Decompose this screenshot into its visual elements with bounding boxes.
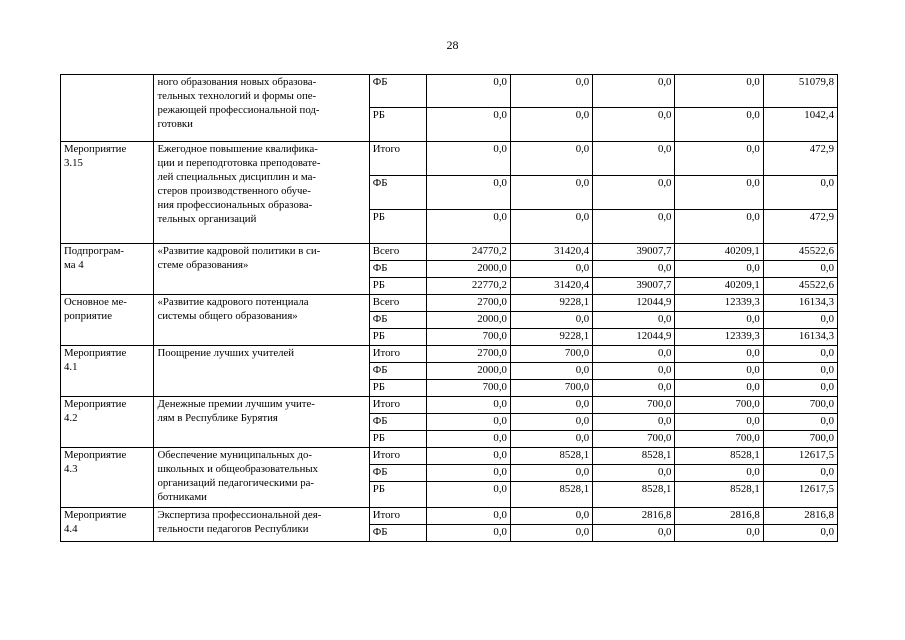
amount-cell: 0,0 xyxy=(593,380,675,397)
amount-cell: 0,0 xyxy=(763,465,837,482)
amount-cell: 0,0 xyxy=(426,397,510,414)
amount-cell: 700,0 xyxy=(593,431,675,448)
measure-name-cell xyxy=(61,346,154,397)
amount-cell: 12339,3 xyxy=(675,295,763,312)
measure-description-line: Денежные премии лучшим учите- xyxy=(157,398,315,410)
amount-cell: 12044,9 xyxy=(593,329,675,346)
amount-cell: 0,0 xyxy=(675,414,763,431)
amount-cell: 51079,8 xyxy=(763,75,837,108)
amount-cell: 0,0 xyxy=(763,363,837,380)
funding-source-cell: ФБ xyxy=(369,414,426,431)
amount-cell: 0,0 xyxy=(510,312,592,329)
amount-cell: 0,0 xyxy=(593,108,675,142)
amount-cell: 0,0 xyxy=(510,142,592,176)
amount-cell: 40209,1 xyxy=(675,278,763,295)
funding-source-cell: РБ xyxy=(369,482,426,508)
amount-cell: 0,0 xyxy=(510,363,592,380)
amount-cell: 0,0 xyxy=(593,346,675,363)
measure-description-line: Ежегодное повышение квалифика- xyxy=(157,143,318,155)
measure-description-line: тельных технологий и формы опе- xyxy=(157,90,317,102)
funding-source-cell: РБ xyxy=(369,329,426,346)
table-row xyxy=(61,244,838,261)
amount-cell: 472,9 xyxy=(763,210,837,244)
amount-cell: 0,0 xyxy=(593,465,675,482)
table-row xyxy=(61,448,838,465)
table-row xyxy=(61,397,838,414)
measure-name-line: Мероприятие xyxy=(64,449,127,461)
measure-description-cell xyxy=(154,75,369,142)
funding-source-cell: РБ xyxy=(369,431,426,448)
measure-name-line: Мероприятие xyxy=(64,347,127,359)
amount-cell: 12617,5 xyxy=(763,482,837,508)
amount-cell: 0,0 xyxy=(510,261,592,278)
amount-cell: 0,0 xyxy=(510,465,592,482)
measure-description-line: школьных и общеобразовательных xyxy=(157,463,319,475)
amount-cell: 2816,8 xyxy=(763,508,837,525)
amount-cell: 0,0 xyxy=(593,525,675,542)
measure-description-cell xyxy=(154,448,369,508)
amount-cell: 0,0 xyxy=(763,414,837,431)
amount-cell: 45522,6 xyxy=(763,244,837,261)
measure-name-cell xyxy=(61,75,154,142)
amount-cell: 0,0 xyxy=(510,176,592,210)
amount-cell: 0,0 xyxy=(593,363,675,380)
funding-source-cell: ФБ xyxy=(369,75,426,108)
measure-description-cell xyxy=(154,508,369,542)
amount-cell: 0,0 xyxy=(763,525,837,542)
page-number: 28 xyxy=(446,38,459,52)
amount-cell: 0,0 xyxy=(426,75,510,108)
measure-description-line: ции и переподготовка преподовате- xyxy=(157,157,321,169)
funding-source-cell: ФБ xyxy=(369,261,426,278)
amount-cell: 700,0 xyxy=(426,329,510,346)
budget-table xyxy=(60,74,838,542)
amount-cell: 0,0 xyxy=(426,210,510,244)
measure-description-line: режающей профессиональной под- xyxy=(157,104,320,116)
measure-description-cell xyxy=(154,142,369,244)
amount-cell: 0,0 xyxy=(510,431,592,448)
measure-description-line: лей специальных дисциплин и ма- xyxy=(157,171,317,183)
funding-source-cell: РБ xyxy=(369,108,426,142)
amount-cell: 0,0 xyxy=(593,261,675,278)
amount-cell: 0,0 xyxy=(426,108,510,142)
amount-cell: 0,0 xyxy=(675,525,763,542)
amount-cell: 8528,1 xyxy=(510,482,592,508)
measure-description-line: ного образования новых образова- xyxy=(157,76,317,88)
funding-source-cell: ФБ xyxy=(369,525,426,542)
funding-source-cell: ФБ xyxy=(369,312,426,329)
amount-cell: 700,0 xyxy=(510,380,592,397)
measure-description-cell xyxy=(154,295,369,346)
amount-cell: 0,0 xyxy=(675,142,763,176)
amount-cell: 0,0 xyxy=(510,397,592,414)
amount-cell: 8528,1 xyxy=(675,448,763,465)
table-row xyxy=(61,142,838,176)
amount-cell: 2816,8 xyxy=(675,508,763,525)
measure-description-line: Поощрение лучших учителей xyxy=(157,347,295,359)
amount-cell: 8528,1 xyxy=(675,482,763,508)
amount-cell: 1042,4 xyxy=(763,108,837,142)
amount-cell: 0,0 xyxy=(510,210,592,244)
amount-cell: 0,0 xyxy=(510,508,592,525)
amount-cell: 0,0 xyxy=(510,108,592,142)
amount-cell: 0,0 xyxy=(510,525,592,542)
funding-source-cell: Всего xyxy=(369,244,426,261)
measure-description-line: стеров производственного обуче- xyxy=(157,185,311,197)
funding-source-cell: Итого xyxy=(369,142,426,176)
amount-cell: 0,0 xyxy=(426,465,510,482)
table-row xyxy=(61,346,838,363)
measure-description-line: тельных организаций xyxy=(157,213,257,225)
amount-cell: 24770,2 xyxy=(426,244,510,261)
amount-cell: 0,0 xyxy=(593,210,675,244)
funding-source-cell: РБ xyxy=(369,278,426,295)
measure-name-line: роприятие xyxy=(64,310,113,322)
amount-cell: 16134,3 xyxy=(763,329,837,346)
amount-cell: 2000,0 xyxy=(426,363,510,380)
amount-cell: 0,0 xyxy=(675,465,763,482)
measure-name-cell xyxy=(61,295,154,346)
amount-cell: 2000,0 xyxy=(426,261,510,278)
measure-description-cell xyxy=(154,346,369,397)
measure-description-line: ния профессиональных образова- xyxy=(157,199,313,211)
amount-cell: 700,0 xyxy=(510,346,592,363)
measure-name-line: Основное ме- xyxy=(64,296,127,308)
amount-cell: 700,0 xyxy=(763,397,837,414)
amount-cell: 0,0 xyxy=(426,482,510,508)
measure-description-line: Экспертиза профессиональной дея- xyxy=(157,509,322,521)
amount-cell: 22770,2 xyxy=(426,278,510,295)
amount-cell: 16134,3 xyxy=(763,295,837,312)
amount-cell: 0,0 xyxy=(763,312,837,329)
amount-cell: 0,0 xyxy=(675,346,763,363)
amount-cell: 0,0 xyxy=(763,261,837,278)
measure-name-line: 4.2 xyxy=(64,412,78,424)
measure-description-line: ботниками xyxy=(157,491,207,503)
measure-name-line: ма 4 xyxy=(64,259,84,271)
measure-description-line: системы общего образования» xyxy=(157,310,298,322)
amount-cell: 0,0 xyxy=(510,75,592,108)
amount-cell: 9228,1 xyxy=(510,295,592,312)
measure-name-line: Мероприятие xyxy=(64,143,127,155)
table-row xyxy=(61,508,838,525)
amount-cell: 0,0 xyxy=(675,108,763,142)
amount-cell: 0,0 xyxy=(763,346,837,363)
amount-cell: 0,0 xyxy=(593,75,675,108)
amount-cell: 0,0 xyxy=(426,525,510,542)
measure-description-line: готовки xyxy=(157,118,193,130)
amount-cell: 0,0 xyxy=(593,312,675,329)
measure-name-cell xyxy=(61,142,154,244)
amount-cell: 8528,1 xyxy=(593,482,675,508)
amount-cell: 472,9 xyxy=(763,142,837,176)
funding-source-cell: ФБ xyxy=(369,363,426,380)
measure-name-cell xyxy=(61,448,154,508)
amount-cell: 0,0 xyxy=(593,414,675,431)
measure-name-cell xyxy=(61,397,154,448)
amount-cell: 40209,1 xyxy=(675,244,763,261)
amount-cell: 0,0 xyxy=(763,176,837,210)
measure-name-cell xyxy=(61,244,154,295)
amount-cell: 0,0 xyxy=(426,414,510,431)
measure-description-cell xyxy=(154,244,369,295)
amount-cell: 2000,0 xyxy=(426,312,510,329)
amount-cell: 0,0 xyxy=(426,508,510,525)
amount-cell: 39007,7 xyxy=(593,244,675,261)
measure-description-line: тельности педагогов Республики xyxy=(157,523,309,535)
funding-source-cell: Итого xyxy=(369,448,426,465)
amount-cell: 700,0 xyxy=(675,431,763,448)
measure-description-line: организаций педагогическими ра- xyxy=(157,477,314,489)
measure-name-line: 3.15 xyxy=(64,157,83,169)
amount-cell: 0,0 xyxy=(675,210,763,244)
amount-cell: 700,0 xyxy=(426,380,510,397)
measure-description-line: «Развитие кадрового потенциала xyxy=(157,296,309,308)
measure-description-cell xyxy=(154,397,369,448)
amount-cell: 0,0 xyxy=(675,363,763,380)
amount-cell: 0,0 xyxy=(426,431,510,448)
table-body xyxy=(61,75,838,542)
measure-name-line: 4.4 xyxy=(64,523,78,535)
amount-cell: 2816,8 xyxy=(593,508,675,525)
amount-cell: 39007,7 xyxy=(593,278,675,295)
amount-cell: 0,0 xyxy=(675,380,763,397)
amount-cell: 31420,4 xyxy=(510,244,592,261)
funding-source-cell: ФБ xyxy=(369,465,426,482)
measure-name-line: Мероприятие xyxy=(64,509,127,521)
amount-cell: 0,0 xyxy=(426,176,510,210)
funding-source-cell: Итого xyxy=(369,508,426,525)
measure-name-line: Мероприятие xyxy=(64,398,127,410)
amount-cell: 700,0 xyxy=(675,397,763,414)
amount-cell: 0,0 xyxy=(426,448,510,465)
table-row xyxy=(61,75,838,108)
funding-source-cell: РБ xyxy=(369,210,426,244)
measure-name-line: 4.3 xyxy=(64,463,78,475)
amount-cell: 12339,3 xyxy=(675,329,763,346)
measure-description-line: «Развитие кадровой политики в си- xyxy=(157,245,321,257)
measure-description-line: лям в Республике Бурятия xyxy=(157,412,278,424)
funding-source-cell: Итого xyxy=(369,346,426,363)
funding-source-cell: Всего xyxy=(369,295,426,312)
amount-cell: 0,0 xyxy=(426,142,510,176)
amount-cell: 700,0 xyxy=(763,431,837,448)
amount-cell: 0,0 xyxy=(675,75,763,108)
amount-cell: 0,0 xyxy=(763,380,837,397)
amount-cell: 8528,1 xyxy=(510,448,592,465)
amount-cell: 2700,0 xyxy=(426,295,510,312)
amount-cell: 700,0 xyxy=(593,397,675,414)
amount-cell: 0,0 xyxy=(675,312,763,329)
amount-cell: 2700,0 xyxy=(426,346,510,363)
amount-cell: 12617,5 xyxy=(763,448,837,465)
amount-cell: 9228,1 xyxy=(510,329,592,346)
measure-name-line: Подпрограм- xyxy=(64,245,124,257)
amount-cell: 45522,6 xyxy=(763,278,837,295)
amount-cell: 31420,4 xyxy=(510,278,592,295)
funding-source-cell: РБ xyxy=(369,380,426,397)
measure-description-line: стеме образования» xyxy=(157,259,249,271)
amount-cell: 0,0 xyxy=(675,261,763,278)
amount-cell: 0,0 xyxy=(593,176,675,210)
table-row xyxy=(61,295,838,312)
amount-cell: 0,0 xyxy=(510,414,592,431)
amount-cell: 8528,1 xyxy=(593,448,675,465)
amount-cell: 0,0 xyxy=(675,176,763,210)
measure-description-line: Обеспечение муниципальных до- xyxy=(157,449,312,461)
amount-cell: 0,0 xyxy=(593,142,675,176)
amount-cell: 12044,9 xyxy=(593,295,675,312)
measure-name-cell xyxy=(61,508,154,542)
measure-name-line: 4.1 xyxy=(64,361,78,373)
funding-source-cell: Итого xyxy=(369,397,426,414)
funding-source-cell: ФБ xyxy=(369,176,426,210)
